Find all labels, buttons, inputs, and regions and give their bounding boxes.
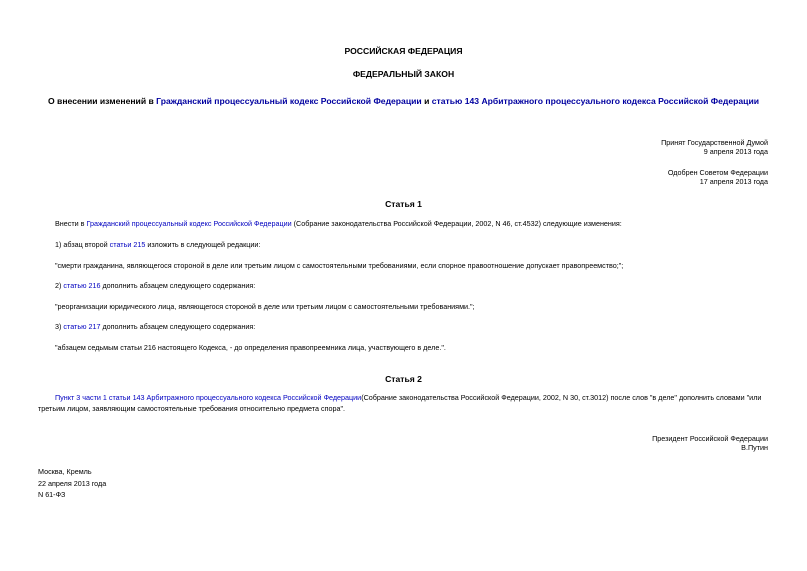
law-number: N 61-ФЗ	[38, 490, 66, 500]
item-1-prefix: 1) абзац второй	[55, 240, 110, 249]
article-1-heading: Статья 1	[385, 199, 422, 209]
article-1-item-3-quote: "абзацем седьмым статьи 216 настоящего Кодекса, - до определения правопреемника лица, участвующего в деле.".	[55, 343, 446, 352]
law-type-header: ФЕДЕРАЛЬНЫЙ ЗАКОН	[352, 69, 455, 79]
article-1-code-link[interactable]: Гражданский процессуальный кодекс Российской Федерации	[86, 219, 292, 228]
signature-name: В.Путин	[741, 443, 768, 453]
civil-procedure-code-link[interactable]: Гражданский процессуальный кодекс Российской Федерации	[156, 96, 422, 106]
signature-position: Президент Российской Федерации	[652, 434, 768, 443]
article-2-heading: Статья 2	[385, 374, 422, 384]
duma-adoption-date: 9 апреля 2013 года	[703, 147, 768, 157]
signing-details	[38, 466, 338, 501]
item-3-suffix: дополнить абзацем следующего содержания:	[100, 322, 256, 331]
article-215-link[interactable]: статьи 215	[109, 240, 146, 249]
item-2-suffix: дополнить абзацем следующего содержания:	[100, 281, 256, 290]
law-title	[40, 96, 767, 107]
article-216-link[interactable]: статью 216	[63, 281, 101, 290]
article-1-item-2	[55, 281, 775, 290]
article-217-link[interactable]: статью 217	[63, 322, 101, 331]
article-1-item-3	[55, 322, 775, 331]
country-header: РОССИЙСКАЯ ФЕДЕРАЦИЯ	[344, 46, 463, 56]
signing-place: Москва, Кремль	[38, 467, 92, 476]
council-approval	[500, 168, 768, 187]
duma-adoption-label: Принят Государственной Думой	[661, 138, 768, 147]
article-1-item-1	[55, 240, 775, 249]
article-143-link[interactable]: Пункт 3 части 1 статьи 143 Арбитражного процессуального кодекса Российской Федерации	[55, 393, 362, 402]
arbitration-code-article-link[interactable]: статью 143 Арбитражного процессуального кодекса Российской Федерации	[431, 96, 760, 106]
item-1-suffix: изложить в следующей редакции:	[145, 240, 261, 249]
article-2-body: (Собрание законодательства Российской Федерации, 2002, N 30, ст.3012) после слов "в деле" дополнить словами "или третьим лицом, заявляющим самостоятельные требования относительно предмета спора".	[38, 393, 762, 414]
title-mid: и	[421, 96, 432, 106]
article-1-intro	[55, 219, 775, 228]
duma-adoption	[500, 138, 768, 157]
article-1-intro-prefix: Внести в	[55, 219, 87, 228]
title-prefix: О внесении изменений в	[47, 96, 157, 106]
article-1-item-2-quote: "реорганизации юридического лица, являющегося стороной в деле или третьим лицом с самостоятельными требованиями.";	[55, 302, 475, 311]
signature-block	[500, 434, 768, 453]
article-1-item-1-quote: "смерти гражданина, являющегося стороной в деле или третьим лицом с самостоятельными требованиями, если спорное правоотношение допускает правопреемство;";	[55, 261, 624, 270]
article-1-intro-suffix: (Собрание законодательства Российской Федерации, 2002, N 46, ст.4532) следующие изменения:	[291, 219, 622, 228]
article-2-text	[38, 392, 770, 414]
signing-date: 22 апреля 2013 года	[38, 478, 107, 488]
item-2-number: 2)	[55, 281, 64, 290]
item-3-number: 3)	[55, 322, 64, 331]
council-approval-label: Одобрен Советом Федерации	[667, 168, 768, 177]
council-approval-date: 17 апреля 2013 года	[699, 177, 768, 187]
